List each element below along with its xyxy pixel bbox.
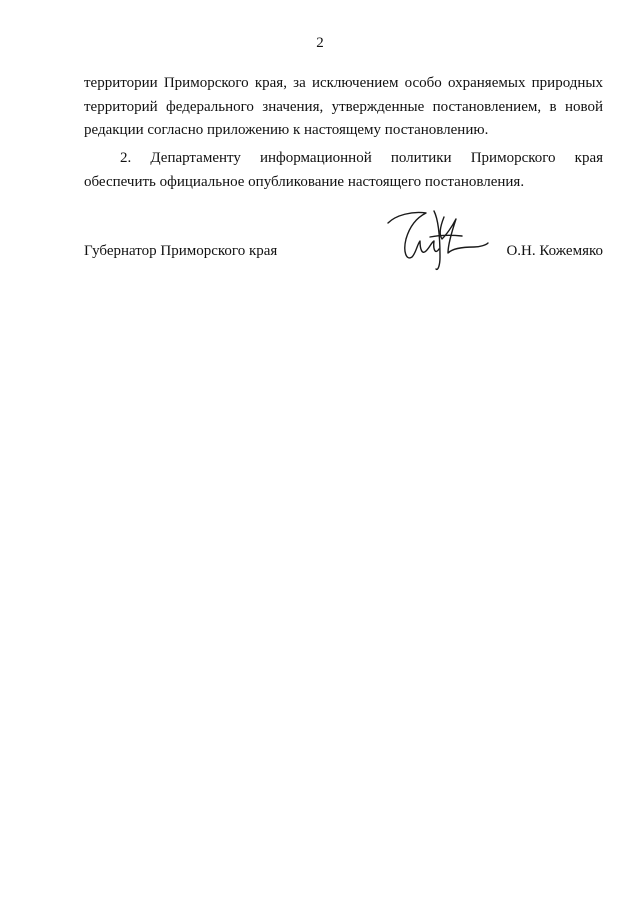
paragraph-item-2: [84, 147, 603, 194]
text-line: территории Приморского края, за исключением особо охраняемых природных: [84, 75, 603, 91]
signatory-title: Губернатор Приморского края: [84, 243, 278, 259]
text-line: территорий федерального значения, утвержденные постановлением, в новой: [84, 98, 603, 115]
handwritten-signature: [382, 205, 492, 275]
text-line: 2. Департаменту информационной политики Приморского края: [120, 150, 603, 166]
text-line: редакции согласно приложению к настоящему постановлению.: [84, 122, 489, 138]
signature-block: [84, 240, 603, 270]
signatory-name: О.Н. Кожемяко: [506, 243, 603, 259]
text-line: обеспечить официальное опубликование настоящего постановления.: [84, 173, 525, 190]
page-number: 2: [316, 35, 324, 51]
paragraph-continuation: [84, 72, 603, 143]
